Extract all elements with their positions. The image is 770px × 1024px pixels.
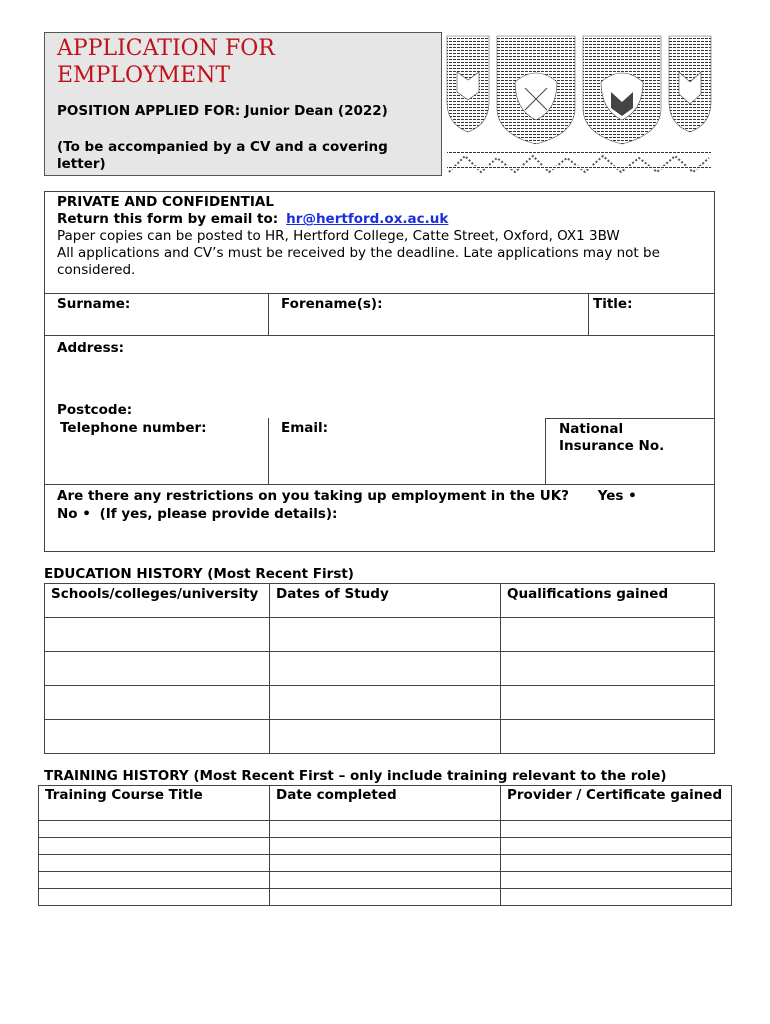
telephone-field[interactable]: Telephone number: (60, 420, 207, 436)
surname-field[interactable]: Surname: (57, 296, 131, 312)
column-header: Dates of Study (270, 584, 501, 618)
table-cell[interactable] (39, 889, 270, 906)
table-row (45, 686, 715, 720)
table-header-row (45, 584, 715, 618)
title-field[interactable]: Title: (588, 294, 714, 335)
paper-copies-note: Paper copies can be posted to HR, Hertford College, Catte Street, Oxford, OX1 3BW (57, 228, 620, 244)
training-heading: TRAINING HISTORY (Most Recent First – only include training relevant to the role) (44, 768, 667, 784)
college-crest-logo (445, 32, 715, 177)
yes-option[interactable]: Yes • (597, 488, 637, 504)
national-insurance-field[interactable]: National Insurance No. (545, 418, 714, 484)
table-row (45, 618, 715, 652)
restrictions-line-1 (57, 487, 702, 505)
table-cell[interactable] (45, 720, 270, 754)
table-cell[interactable] (270, 889, 501, 906)
restrictions-line-2 (57, 505, 702, 523)
position-applied (57, 103, 429, 120)
table-cell[interactable] (501, 720, 715, 754)
table-cell[interactable] (501, 821, 732, 838)
position-value: Junior Dean (2022) (244, 103, 388, 119)
education-heading: EDUCATION HISTORY (Most Recent First) (44, 566, 354, 582)
cv-note: (To be accompanied by a CV and a covering letter) (57, 139, 388, 172)
table-cell[interactable] (501, 652, 715, 686)
table-header-row (39, 786, 732, 821)
column-header: Qualifications gained (501, 584, 715, 618)
return-label: Return this form by email to: (57, 211, 279, 227)
table-cell[interactable] (501, 889, 732, 906)
personal-details-table (44, 191, 715, 552)
email-field[interactable]: Email: (268, 418, 545, 484)
table-cell[interactable] (270, 821, 501, 838)
postcode-field[interactable]: Postcode: (57, 402, 133, 418)
table-row (45, 720, 715, 754)
hr-email-link[interactable]: hr@hertford.ox.ac.uk (286, 211, 449, 227)
table-cell[interactable] (39, 872, 270, 889)
confidential-heading: PRIVATE AND CONFIDENTIAL (57, 194, 274, 210)
restrictions-row (45, 484, 714, 551)
table-cell[interactable] (45, 618, 270, 652)
table-row (45, 652, 715, 686)
column-header: Training Course Title (39, 786, 270, 821)
table-cell[interactable] (270, 855, 501, 872)
restrictions-question: Are there any restrictions on you taking up employment in the UK? (57, 488, 569, 504)
table-cell[interactable] (501, 872, 732, 889)
table-cell[interactable] (501, 686, 715, 720)
table-row (39, 838, 732, 855)
column-header: Date completed (270, 786, 501, 821)
table-row (39, 821, 732, 838)
table-cell[interactable] (501, 855, 732, 872)
education-table (44, 583, 715, 754)
info-section (45, 192, 714, 293)
table-cell[interactable] (45, 652, 270, 686)
table-cell[interactable] (270, 618, 501, 652)
no-option[interactable]: No • (57, 506, 91, 522)
table-cell[interactable] (501, 838, 732, 855)
return-line (57, 211, 702, 228)
table-cell[interactable] (270, 720, 501, 754)
column-header: Provider / Certificate gained (501, 786, 732, 821)
table-cell[interactable] (270, 686, 501, 720)
column-header: Schools/colleges/university (45, 584, 270, 618)
table-cell[interactable] (270, 872, 501, 889)
table-cell[interactable] (270, 838, 501, 855)
table-cell[interactable] (45, 686, 270, 720)
address-row (45, 335, 714, 484)
training-table (38, 785, 732, 906)
header-box (44, 32, 442, 176)
table-cell[interactable] (39, 821, 270, 838)
deadline-note: All applications and CV’s must be received by the deadline. Late applications may not be considered. (57, 245, 660, 278)
restrictions-details-label: (If yes, please provide details): (99, 506, 338, 522)
forename-field[interactable]: Forename(s): (268, 294, 588, 335)
position-label: POSITION APPLIED FOR: (57, 103, 241, 119)
table-cell[interactable] (501, 618, 715, 652)
page-title: APPLICATION FOR EMPLOYMENT (57, 36, 275, 88)
table-cell[interactable] (270, 652, 501, 686)
name-row (45, 293, 714, 335)
table-row (39, 855, 732, 872)
table-row (39, 872, 732, 889)
table-row (39, 889, 732, 906)
table-cell[interactable] (39, 838, 270, 855)
address-field[interactable]: Address: (57, 340, 125, 356)
table-cell[interactable] (39, 855, 270, 872)
